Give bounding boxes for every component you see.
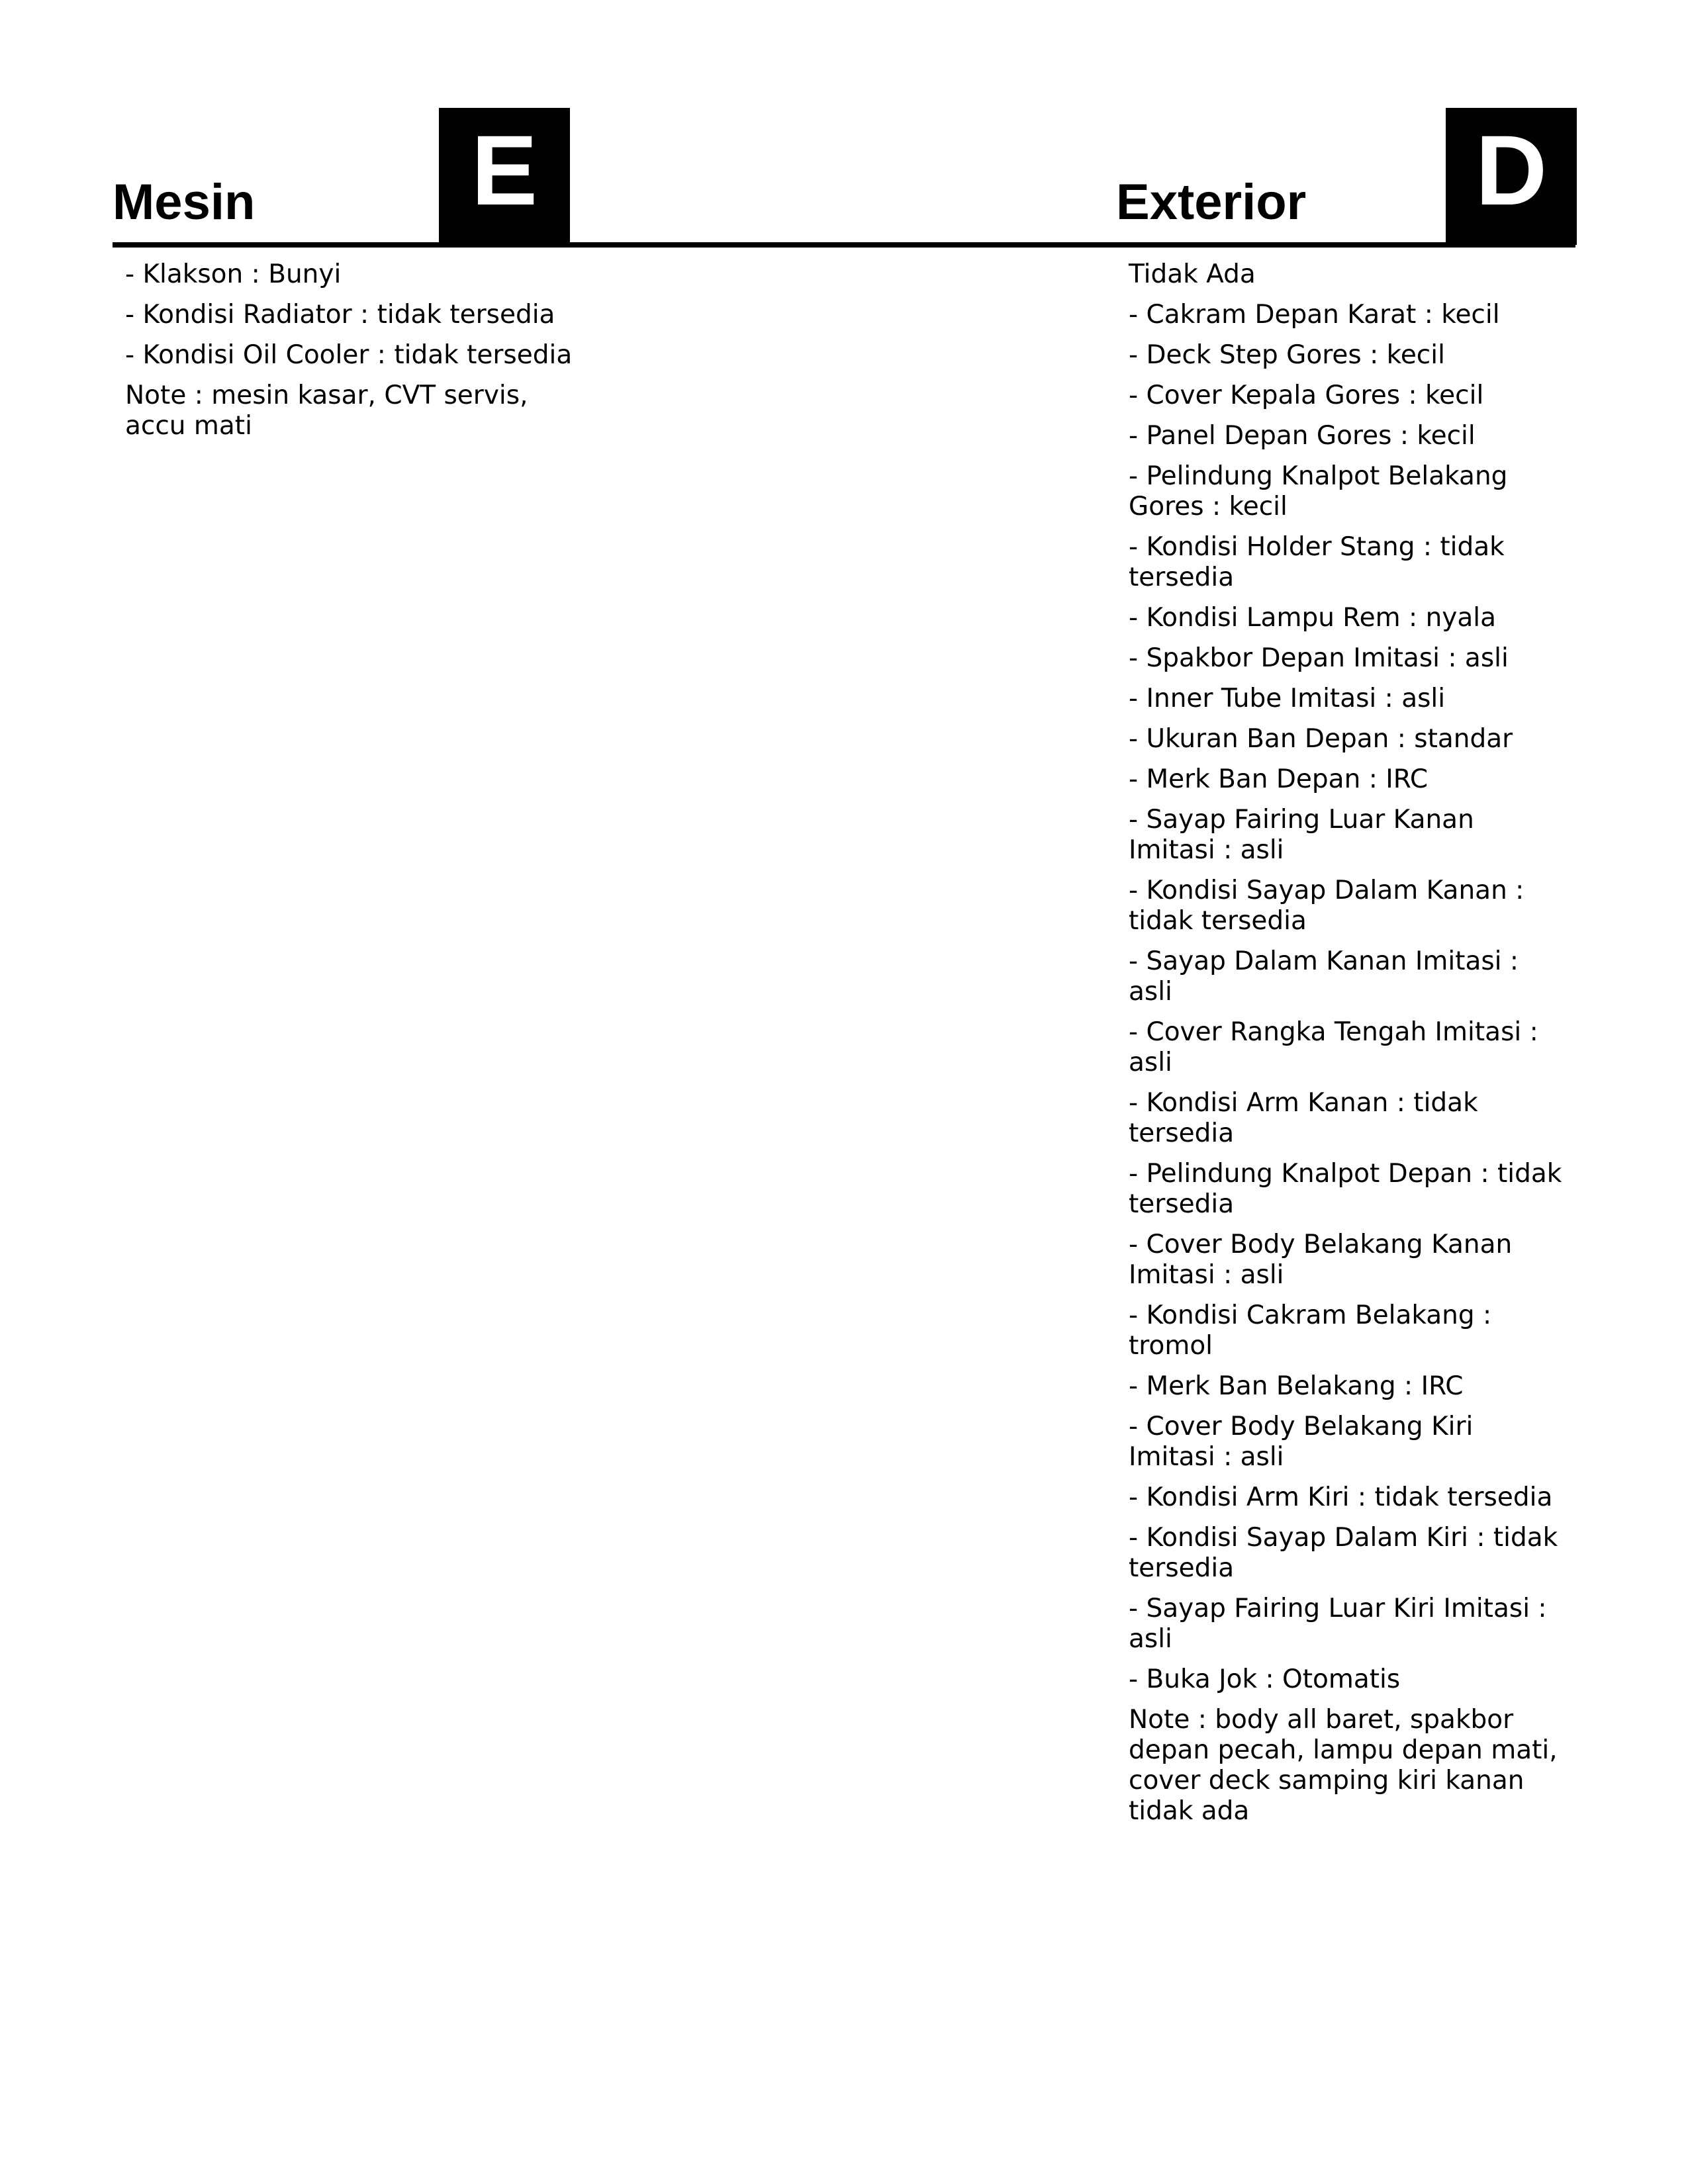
exterior-item: - Kondisi Cakram Belakang : tromol — [1129, 1300, 1492, 1361]
mesin-item-list — [125, 259, 582, 451]
exterior-item: - Merk Ban Belakang : IRC — [1129, 1371, 1464, 1401]
exterior-item: - Ukuran Ban Depan : standar — [1129, 724, 1513, 754]
exterior-item: - Spakbor Depan Imitasi : asli — [1129, 643, 1509, 673]
exterior-item: - Cover Body Belakang Kiri Imitasi : asli — [1129, 1412, 1474, 1472]
exterior-item: - Kondisi Arm Kiri : tidak tersedia — [1129, 1482, 1553, 1512]
exterior-item: - Sayap Fairing Luar Kiri Imitasi : asli — [1129, 1594, 1547, 1654]
exterior-item: - Merk Ban Depan : IRC — [1129, 764, 1429, 794]
header-divider — [113, 242, 1575, 248]
mesin-section-title: Mesin — [113, 174, 256, 230]
exterior-item: - Pelindung Knalpot Belakang Gores : kecil — [1129, 461, 1508, 522]
exterior-item: - Cover Rangka Tengah Imitasi : asli — [1129, 1017, 1538, 1077]
exterior-item-list — [1129, 259, 1566, 1837]
exterior-item: - Kondisi Lampu Rem : nyala — [1129, 603, 1497, 633]
exterior-item: - Pelindung Knalpot Depan : tidak tersedia — [1129, 1159, 1562, 1219]
exterior-item: - Cakram Depan Karat : kecil — [1129, 300, 1500, 330]
exterior-item: - Panel Depan Gores : kecil — [1129, 421, 1476, 451]
mesin-grade-badge: E — [439, 108, 570, 245]
exterior-item: - Cover Body Belakang Kanan Imitasi : asli — [1129, 1230, 1513, 1290]
exterior-item: - Buka Jok : Otomatis — [1129, 1664, 1401, 1694]
mesin-note: Note : mesin kasar, CVT servis, accu mati — [125, 381, 528, 441]
exterior-item: - Kondisi Arm Kanan : tidak tersedia — [1129, 1088, 1478, 1148]
exterior-item: - Sayap Fairing Luar Kanan Imitasi : asli — [1129, 805, 1474, 865]
mesin-item: - Klakson : Bunyi — [125, 259, 342, 289]
exterior-item: - Inner Tube Imitasi : asli — [1129, 684, 1446, 713]
exterior-item: - Cover Kepala Gores : kecil — [1129, 381, 1484, 410]
mesin-item: - Kondisi Radiator : tidak tersedia — [125, 300, 555, 330]
exterior-item: - Kondisi Sayap Dalam Kiri : tidak tersedia — [1129, 1523, 1558, 1583]
exterior-item: - Sayap Dalam Kanan Imitasi : asli — [1129, 946, 1519, 1007]
exterior-item: - Kondisi Sayap Dalam Kanan : tidak tersedia — [1129, 876, 1524, 936]
exterior-section-title: Exterior — [1116, 174, 1307, 230]
exterior-item: - Kondisi Holder Stang : tidak tersedia — [1129, 532, 1505, 592]
exterior-item: - Deck Step Gores : kecil — [1129, 340, 1445, 370]
exterior-note: Note : body all baret, spakbor depan pecah, lampu depan mati, cover deck samping kiri kanan tidak ada — [1129, 1705, 1558, 1826]
mesin-item: - Kondisi Oil Cooler : tidak tersedia — [125, 340, 573, 370]
exterior-grade-badge: D — [1446, 108, 1577, 245]
exterior-item: Tidak Ada — [1129, 259, 1256, 289]
